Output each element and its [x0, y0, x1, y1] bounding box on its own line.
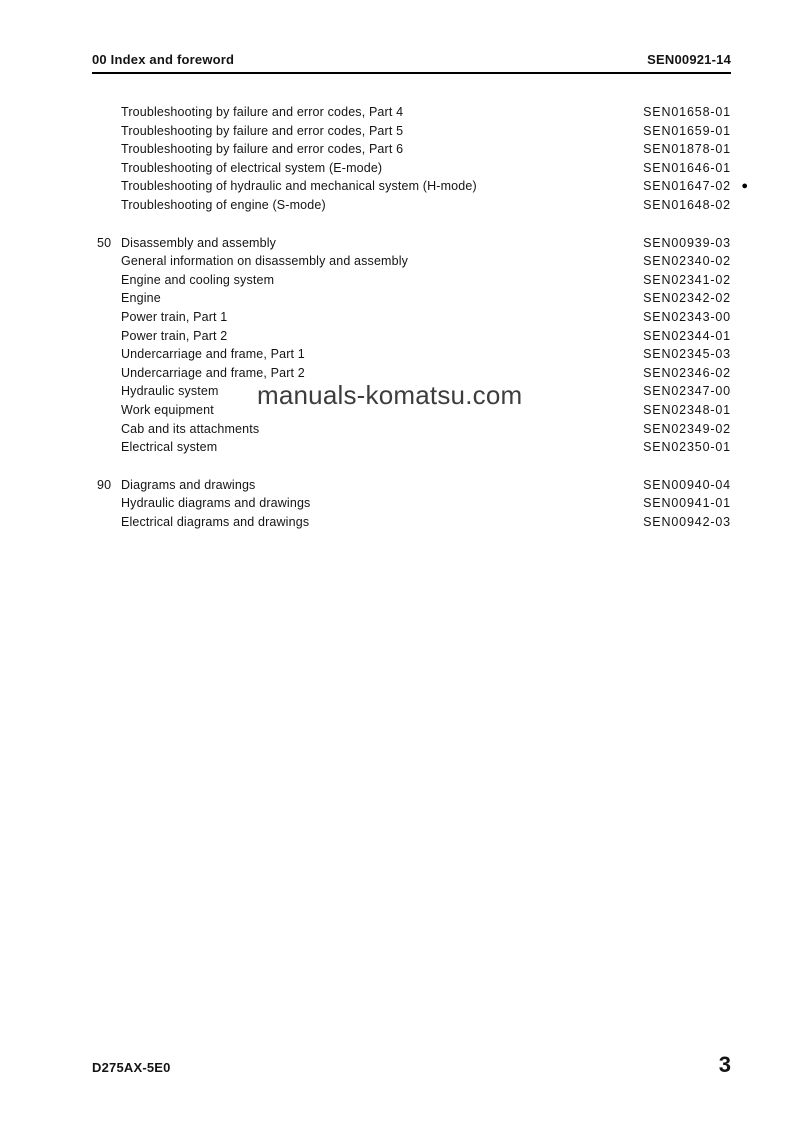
toc-item-row	[92, 494, 731, 513]
header-section-title: 00 Index and foreword	[92, 52, 235, 67]
toc-item-row	[92, 308, 731, 327]
toc-item-code: SEN01878-01	[643, 142, 731, 157]
toc-item-code: SEN01659-01	[643, 123, 731, 138]
toc-item-label: Disassembly and assembly	[121, 235, 277, 250]
toc-item-code: SEN02350-01	[643, 440, 731, 455]
toc-item-label: Troubleshooting by failure and error codes, Part 5	[121, 123, 404, 138]
toc-item-code: SEN00939-03	[643, 235, 731, 250]
toc-item-code: SEN02343-00	[643, 309, 731, 324]
toc-item-label: Undercarriage and frame, Part 2	[121, 365, 305, 380]
toc-item-row	[92, 252, 731, 271]
toc-item-code: SEN02345-03	[643, 347, 731, 362]
toc-section-header-row	[92, 476, 731, 495]
toc-item-label: Hydraulic system	[121, 384, 219, 399]
update-marker-icon: ●	[741, 180, 748, 193]
toc-item-code: SEN00940-04	[643, 477, 731, 492]
toc-item-code: SEN00942-03	[643, 514, 731, 529]
toc-item-row	[92, 159, 731, 178]
toc-item-label: Power train, Part 2	[121, 328, 228, 343]
toc-item-row	[92, 196, 731, 215]
toc-item-label: Cab and its attachments	[121, 421, 260, 436]
toc-section	[92, 234, 731, 457]
toc-item-code: SEN01648-02	[643, 197, 731, 212]
toc-section-header-row	[92, 234, 731, 253]
toc-item-row	[92, 177, 748, 196]
toc-item-row	[92, 122, 731, 141]
toc-item-code: SEN02348-01	[643, 402, 731, 417]
toc-item-row	[92, 271, 731, 290]
toc-item-label: Work equipment	[121, 402, 214, 417]
toc-item-label: General information on disassembly and assembly	[121, 254, 409, 269]
toc-item-label: Electrical diagrams and drawings	[121, 514, 310, 529]
toc-item-code: SEN02346-02	[643, 365, 731, 380]
toc-item-label: Troubleshooting of electrical system (E-mode)	[121, 160, 383, 175]
toc-item-row	[92, 327, 731, 346]
footer-page-number: 3	[718, 1052, 731, 1077]
toc-item-label: Troubleshooting of hydraulic and mechanical system (H-mode)	[121, 179, 477, 194]
toc	[92, 103, 748, 531]
toc-section	[92, 476, 731, 532]
footer-model: D275AX-5E0	[92, 1060, 171, 1075]
toc-item-label: Undercarriage and frame, Part 1	[121, 347, 305, 362]
toc-item-label: Diagrams and drawings	[121, 477, 256, 492]
toc-item-code: SEN02344-01	[643, 328, 731, 343]
toc-item-row	[92, 420, 731, 439]
toc-item-code: SEN02342-02	[643, 291, 731, 306]
page-header	[92, 52, 731, 67]
toc-item-row	[92, 513, 731, 532]
toc-item-code: SEN02341-02	[643, 272, 731, 287]
toc-item-label: Troubleshooting by failure and error codes, Part 6	[121, 142, 404, 157]
toc-item-code: SEN01647-02	[643, 179, 731, 194]
toc-item-label: Engine	[121, 291, 161, 306]
toc-item-label: Electrical system	[121, 440, 218, 455]
toc-item-row	[92, 140, 731, 159]
toc-section-number: 50	[97, 235, 112, 250]
header-document-code: SEN00921-14	[647, 52, 731, 67]
header-rule	[92, 72, 731, 74]
toc-item-code: SEN01658-01	[643, 105, 731, 119]
toc-item-row	[92, 345, 731, 364]
watermark: manuals-komatsu.com	[257, 380, 523, 410]
toc-item-label: Hydraulic diagrams and drawings	[121, 496, 311, 511]
toc-item-code: SEN02347-00	[643, 384, 731, 399]
toc-item-label: Troubleshooting of engine (S-mode)	[121, 197, 326, 212]
toc-item-code: SEN02340-02	[643, 254, 731, 269]
toc-item-row	[92, 289, 731, 308]
toc-section-number: 90	[97, 477, 112, 492]
toc-item-code: SEN01646-01	[643, 160, 731, 175]
toc-item-label: Troubleshooting by failure and error codes, Part 4	[121, 105, 404, 119]
toc-item-row	[92, 103, 731, 122]
toc-item-label: Engine and cooling system	[121, 272, 275, 287]
toc-item-label: Power train, Part 1	[121, 309, 228, 324]
toc-item-row	[92, 438, 731, 457]
toc-section	[92, 103, 748, 215]
toc-item-code: SEN02349-02	[643, 421, 731, 436]
toc-item-code: SEN00941-01	[643, 496, 731, 511]
